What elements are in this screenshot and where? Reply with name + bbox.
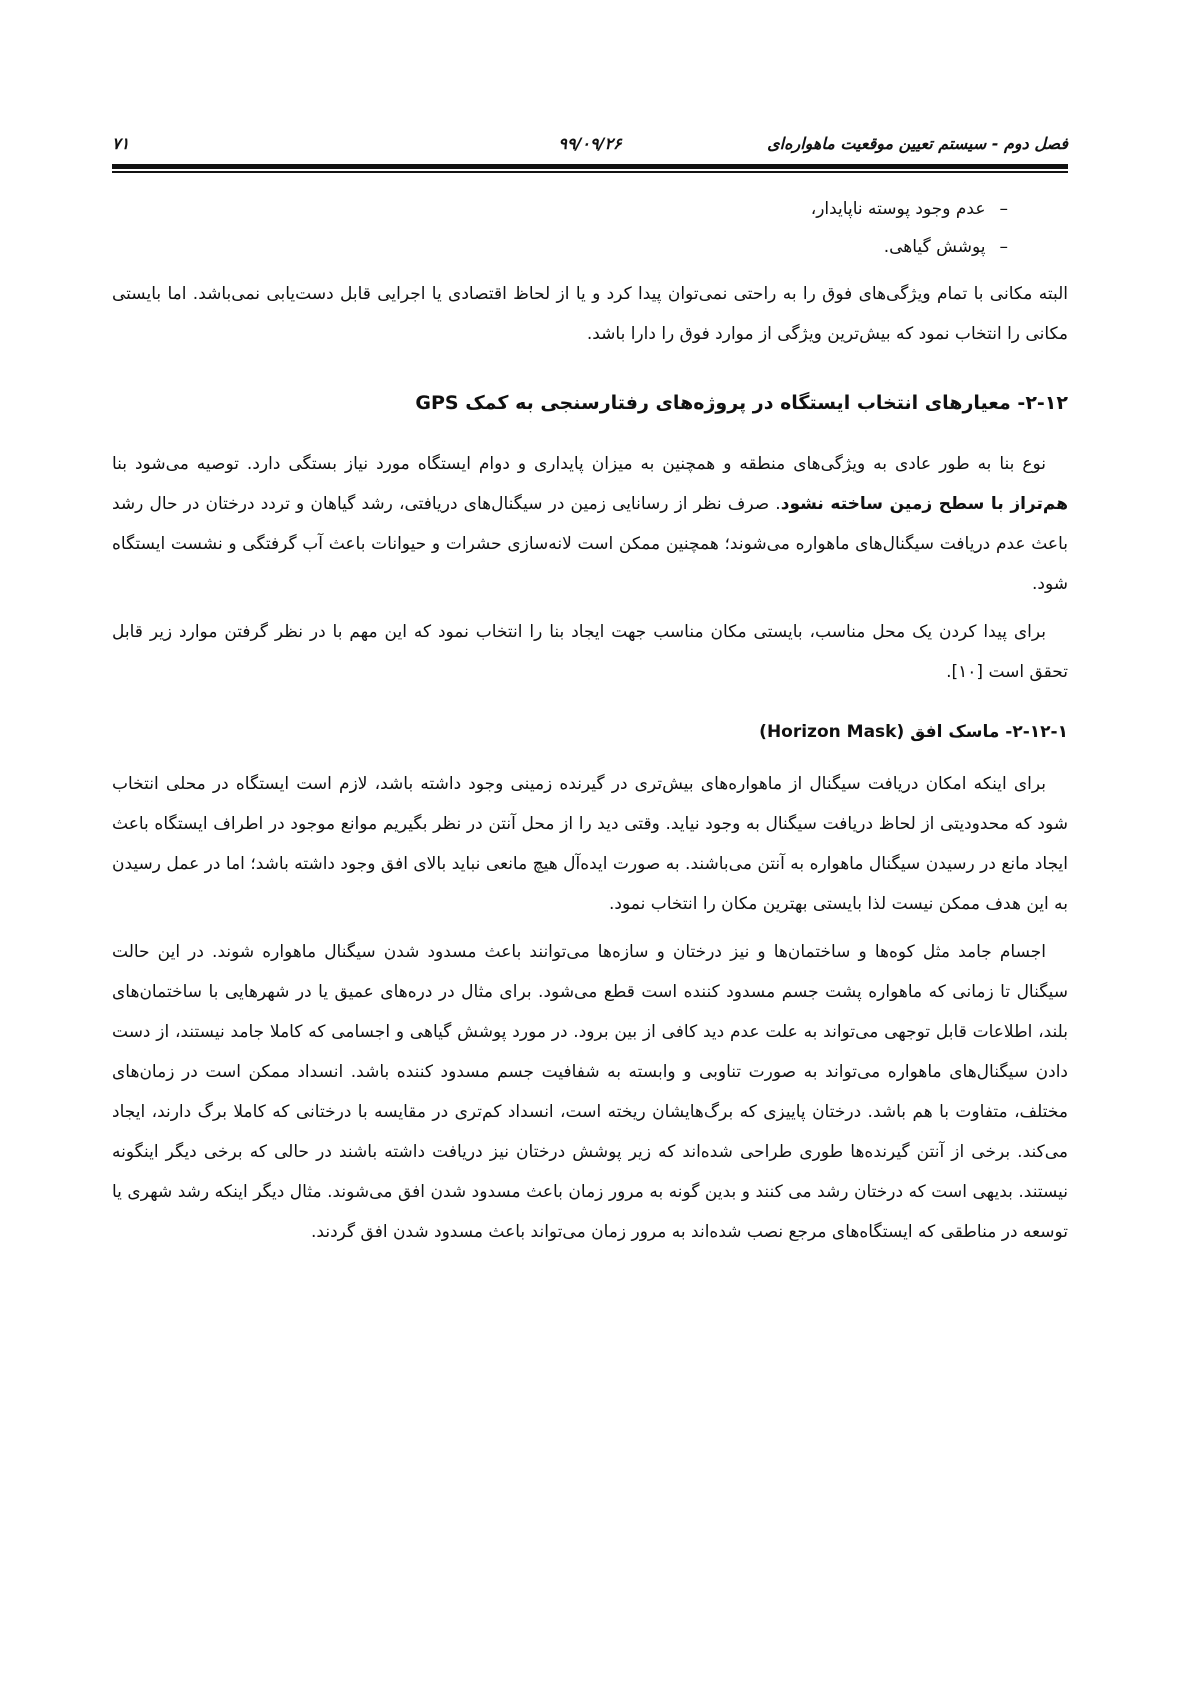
header-rule-thick xyxy=(112,164,1068,169)
page-header xyxy=(112,128,1068,158)
list-item: –عدم وجود پوسته ناپایدار، xyxy=(810,199,1008,219)
bold-phrase: هم‌تراز با سطح زمین ساخته نشود xyxy=(780,494,1069,514)
page-number: ۷۱ xyxy=(112,134,130,153)
bullet-dash: – xyxy=(999,237,1008,257)
paragraph: اجسام جامد مثل کوه‌ها و ساختمان‌ها و نیز درختان و سازه‌ها می‌توانند باعث مسدود شدن سیگنال ماهواره شوند. در این حالت سیگنال تا زمانی که ماهواره پشت جسم مسدود کننده است قطع می‌شود. برای مثال در دره‌های عمیق یا در شهرهایی با ساختمان‌های بلند، اطلاعات قابل توجهی می‌تواند به علت عدم دید کافی از بین برود. در مورد پوشش گیاهی و اجسامی که کاملا جامد نیستند، از دست دادن سیگنال‌های ماهواره می‌تواند به صورت تناوبی و وابسته به شفافیت جسم مسدود کننده باشد. انسداد ممکن است در زمان‌های مختلف، متفاوت با هم باشد. درختان پاییزی که برگ‌هایشان ریخته است، انسداد کم‌تری در مقایسه با درختانی که کاملا برگ دارند، ایجاد می‌کند. برخی از آنتن گیرنده‌ها طوری طراحی شده‌اند که زیر پوشش درختان نیز دریافت داشته باشند در حالی که برخی دیگر اینگونه نیستند. بدیهی است که درختان رشد می کنند و بدین گونه به مرور زمان باعث مسدود شدن افق می‌شوند. مثال دیگر اینکه رشد شهری یا توسعه در مناطقی که ایستگاه‌های مرجع نصب شده‌اند به مرور زمان می‌تواند باعث مسدود شدن افق گردند. xyxy=(112,942,1068,1242)
section-heading: ۲-۱۲- معیارهای انتخاب ایستگاه در پروژه‌های رفتارسنجی به کمک GPS xyxy=(415,392,1068,414)
subsection-heading: ۲-۱۲-۱- ماسک افق (Horizon Mask) xyxy=(759,722,1068,742)
paragraph: برای پیدا کردن یک محل مناسب، بایستی مکان مناسب جهت ایجاد بنا را انتخاب نمود که این مهم با در نظر گرفتن موارد زیر قابل تحقق است [۱۰]. xyxy=(112,622,1068,682)
header-rule-thin xyxy=(112,171,1068,173)
paragraph: نوع بنا به طور عادی به ویژگی‌های منطقه و همچنین به میزان پایداری و دوام ایستگاه مورد نیاز بستگی دارد. توصیه می‌شود بنا هم‌تراز با سطح زمین ساخته نشود. صرف نظر از رسانایی زمین در سیگنال‌های دریافتی، رشد گیاهان و تردد درختان در حال رشد باعث عدم دریافت سیگنال‌های ماهواره می‌شوند؛ همچنین ممکن است لانه‌سازی حشرات و حیوانات باعث آب گرفتگی و نشست ایستگاه شود. xyxy=(112,454,1069,594)
list-item: –پوشش گیاهی. xyxy=(883,237,1008,257)
paragraph: برای اینکه امکان دریافت سیگنال از ماهواره‌های بیش‌تری در گیرنده زمینی وجود داشته باشد، لازم است ایستگاه در محلی انتخاب شود که محدودیتی از لحاظ دریافت سیگنال به وجود نیاید. وقتی دید را از محل آنتن در نظر بگیریم موانع موجود در اطراف ایستگاه باعث ایجاد مانع در رسیدن سیگنال ماهواره به آنتن می‌باشند. به صورت ایده‌آل هیچ مانعی نباید بالای افق وجود داشته باشد؛ اما در عمل رسیدن به این هدف ممکن نیست لذا بایستی بهترین مکان را انتخاب نمود. xyxy=(112,774,1068,914)
header-date: ۹۹/۰۹/۲۶ xyxy=(558,134,622,153)
page-content xyxy=(112,190,1068,1252)
chapter-title: فصل دوم - سیستم تعیین موقعیت ماهواره‌ای xyxy=(767,134,1068,153)
bullet-list xyxy=(112,190,1068,266)
bullet-dash: – xyxy=(999,199,1008,219)
paragraph: البته مکانی با تمام ویژگی‌های فوق را به راحتی نمی‌توان پیدا کرد و یا از لحاظ اقتصادی یا اجرایی قابل دست‌یابی نمی‌باشد. اما بایستی مکانی را انتخاب نمود که بیش‌ترین ویژگی از موارد فوق را دارا باشد. xyxy=(112,284,1068,344)
